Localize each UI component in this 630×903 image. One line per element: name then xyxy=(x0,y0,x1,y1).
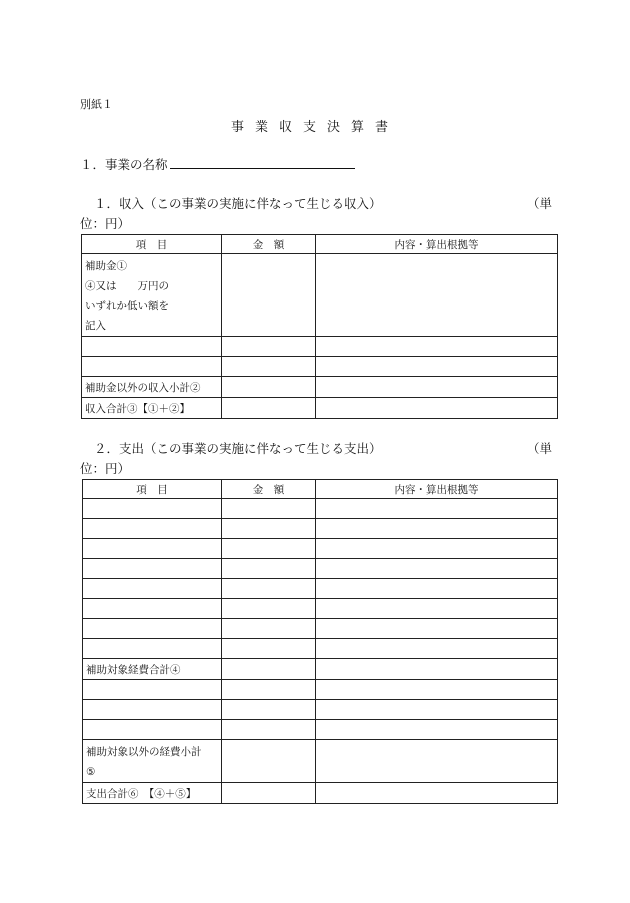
expense-header-row xyxy=(83,480,558,499)
expense-detail[interactable] xyxy=(316,680,558,700)
expense-total-label: 支出合計⑥ 【④＋⑤】 xyxy=(83,783,222,804)
expense-amount[interactable] xyxy=(222,680,316,700)
expense-eligible-total-row xyxy=(83,659,558,680)
income-blank-detail[interactable] xyxy=(316,357,558,377)
income-heading-text: １．収入（この事業の実施に伴なって生じる収入） xyxy=(94,196,382,211)
expense-total-amount[interactable] xyxy=(222,783,316,804)
income-col-amount: 金 額 xyxy=(222,235,316,254)
income-blank-amount[interactable] xyxy=(222,337,316,357)
project-name-row xyxy=(80,155,355,173)
document-title: 事業収支決算書 xyxy=(230,120,399,135)
income-col-item: 項 目 xyxy=(82,235,222,254)
other-subtotal-line-2: ⑤ xyxy=(86,766,96,778)
expense-item[interactable] xyxy=(83,720,222,740)
expense-detail[interactable] xyxy=(316,499,558,519)
income-subsidy-row xyxy=(82,254,558,337)
expense-detail[interactable] xyxy=(316,519,558,539)
table-row xyxy=(83,579,558,599)
income-other-subtotal-amount[interactable] xyxy=(222,377,316,398)
expense-amount[interactable] xyxy=(222,700,316,720)
expense-item[interactable] xyxy=(83,579,222,599)
table-row xyxy=(83,599,558,619)
expense-total-row xyxy=(83,783,558,804)
income-unit-open: （単 xyxy=(526,196,552,211)
attachment-label: 別紙１ xyxy=(80,98,113,111)
table-row xyxy=(83,720,558,740)
expense-other-subtotal-amount[interactable] xyxy=(222,740,316,783)
expense-other-subtotal-detail[interactable] xyxy=(316,740,558,783)
expense-detail[interactable] xyxy=(316,599,558,619)
expense-amount[interactable] xyxy=(222,519,316,539)
income-header-row xyxy=(82,235,558,254)
income-col-detail: 内容・算出根拠等 xyxy=(316,235,558,254)
expense-detail[interactable] xyxy=(316,559,558,579)
expense-detail[interactable] xyxy=(316,700,558,720)
expense-item[interactable] xyxy=(83,519,222,539)
expense-item[interactable] xyxy=(83,499,222,519)
expense-other-subtotal-label xyxy=(83,740,222,783)
income-subsidy-detail[interactable] xyxy=(316,254,558,337)
income-total-label: 収入合計③【①＋②】 xyxy=(82,398,222,419)
expense-detail[interactable] xyxy=(316,539,558,559)
income-unit-close: 位：円） xyxy=(80,216,131,231)
expense-amount[interactable] xyxy=(222,619,316,639)
expense-detail[interactable] xyxy=(316,720,558,740)
expense-unit-open: （単 xyxy=(526,441,552,456)
income-subsidy-amount[interactable] xyxy=(222,254,316,337)
expense-eligible-total-detail[interactable] xyxy=(316,659,558,680)
table-row xyxy=(83,499,558,519)
expense-heading xyxy=(80,439,552,479)
table-row xyxy=(83,519,558,539)
other-subtotal-line-1: 補助対象以外の経費小計 xyxy=(86,746,202,758)
expense-col-amount: 金 額 xyxy=(222,480,316,499)
table-row xyxy=(83,700,558,720)
project-name-label: １．事業の名称 xyxy=(80,157,168,172)
expense-amount[interactable] xyxy=(222,639,316,659)
expense-amount[interactable] xyxy=(222,559,316,579)
subsidy-line-4: 記入 xyxy=(85,320,106,332)
project-name-field[interactable] xyxy=(170,155,355,169)
expense-col-detail: 内容・算出根拠等 xyxy=(316,480,558,499)
income-total-row xyxy=(82,398,558,419)
expense-other-subtotal-row xyxy=(83,740,558,783)
income-subsidy-label xyxy=(82,254,222,337)
expense-amount[interactable] xyxy=(222,720,316,740)
table-row xyxy=(83,619,558,639)
expense-item[interactable] xyxy=(83,539,222,559)
expense-item[interactable] xyxy=(83,559,222,579)
expense-detail[interactable] xyxy=(316,639,558,659)
income-other-subtotal-label: 補助金以外の収入小計② xyxy=(82,377,222,398)
expense-item[interactable] xyxy=(83,700,222,720)
expense-table xyxy=(82,479,558,804)
expense-item[interactable] xyxy=(83,680,222,700)
expense-eligible-total-amount[interactable] xyxy=(222,659,316,680)
expense-amount[interactable] xyxy=(222,539,316,559)
expense-detail[interactable] xyxy=(316,619,558,639)
income-blank-amount[interactable] xyxy=(222,357,316,377)
table-row xyxy=(83,559,558,579)
expense-item[interactable] xyxy=(83,599,222,619)
expense-unit-close: 位：円） xyxy=(80,461,131,476)
table-row xyxy=(83,539,558,559)
income-blank-item[interactable] xyxy=(82,337,222,357)
expense-item[interactable] xyxy=(83,619,222,639)
income-total-detail[interactable] xyxy=(316,398,558,419)
subsidy-line-2: ④又は 万円の xyxy=(85,280,169,292)
subsidy-line-3: いずれか低い額を xyxy=(85,300,169,312)
table-row xyxy=(83,639,558,659)
expense-eligible-total-label: 補助対象経費合計④ xyxy=(83,659,222,680)
expense-amount[interactable] xyxy=(222,499,316,519)
income-heading xyxy=(80,194,552,234)
expense-amount[interactable] xyxy=(222,599,316,619)
expense-heading-text: ２．支出（この事業の実施に伴なって生じる支出） xyxy=(94,441,382,456)
expense-col-item: 項 目 xyxy=(83,480,222,499)
income-other-subtotal-row xyxy=(82,377,558,398)
expense-amount[interactable] xyxy=(222,579,316,599)
income-total-amount[interactable] xyxy=(222,398,316,419)
table-row xyxy=(82,357,558,377)
income-blank-item[interactable] xyxy=(82,357,222,377)
table-row xyxy=(82,337,558,357)
table-row xyxy=(83,680,558,700)
expense-total-detail[interactable] xyxy=(316,783,558,804)
expense-item[interactable] xyxy=(83,639,222,659)
income-other-subtotal-detail[interactable] xyxy=(316,377,558,398)
expense-detail[interactable] xyxy=(316,579,558,599)
subsidy-line-1: 補助金① xyxy=(85,260,127,272)
income-blank-detail[interactable] xyxy=(316,337,558,357)
income-table xyxy=(81,234,558,419)
